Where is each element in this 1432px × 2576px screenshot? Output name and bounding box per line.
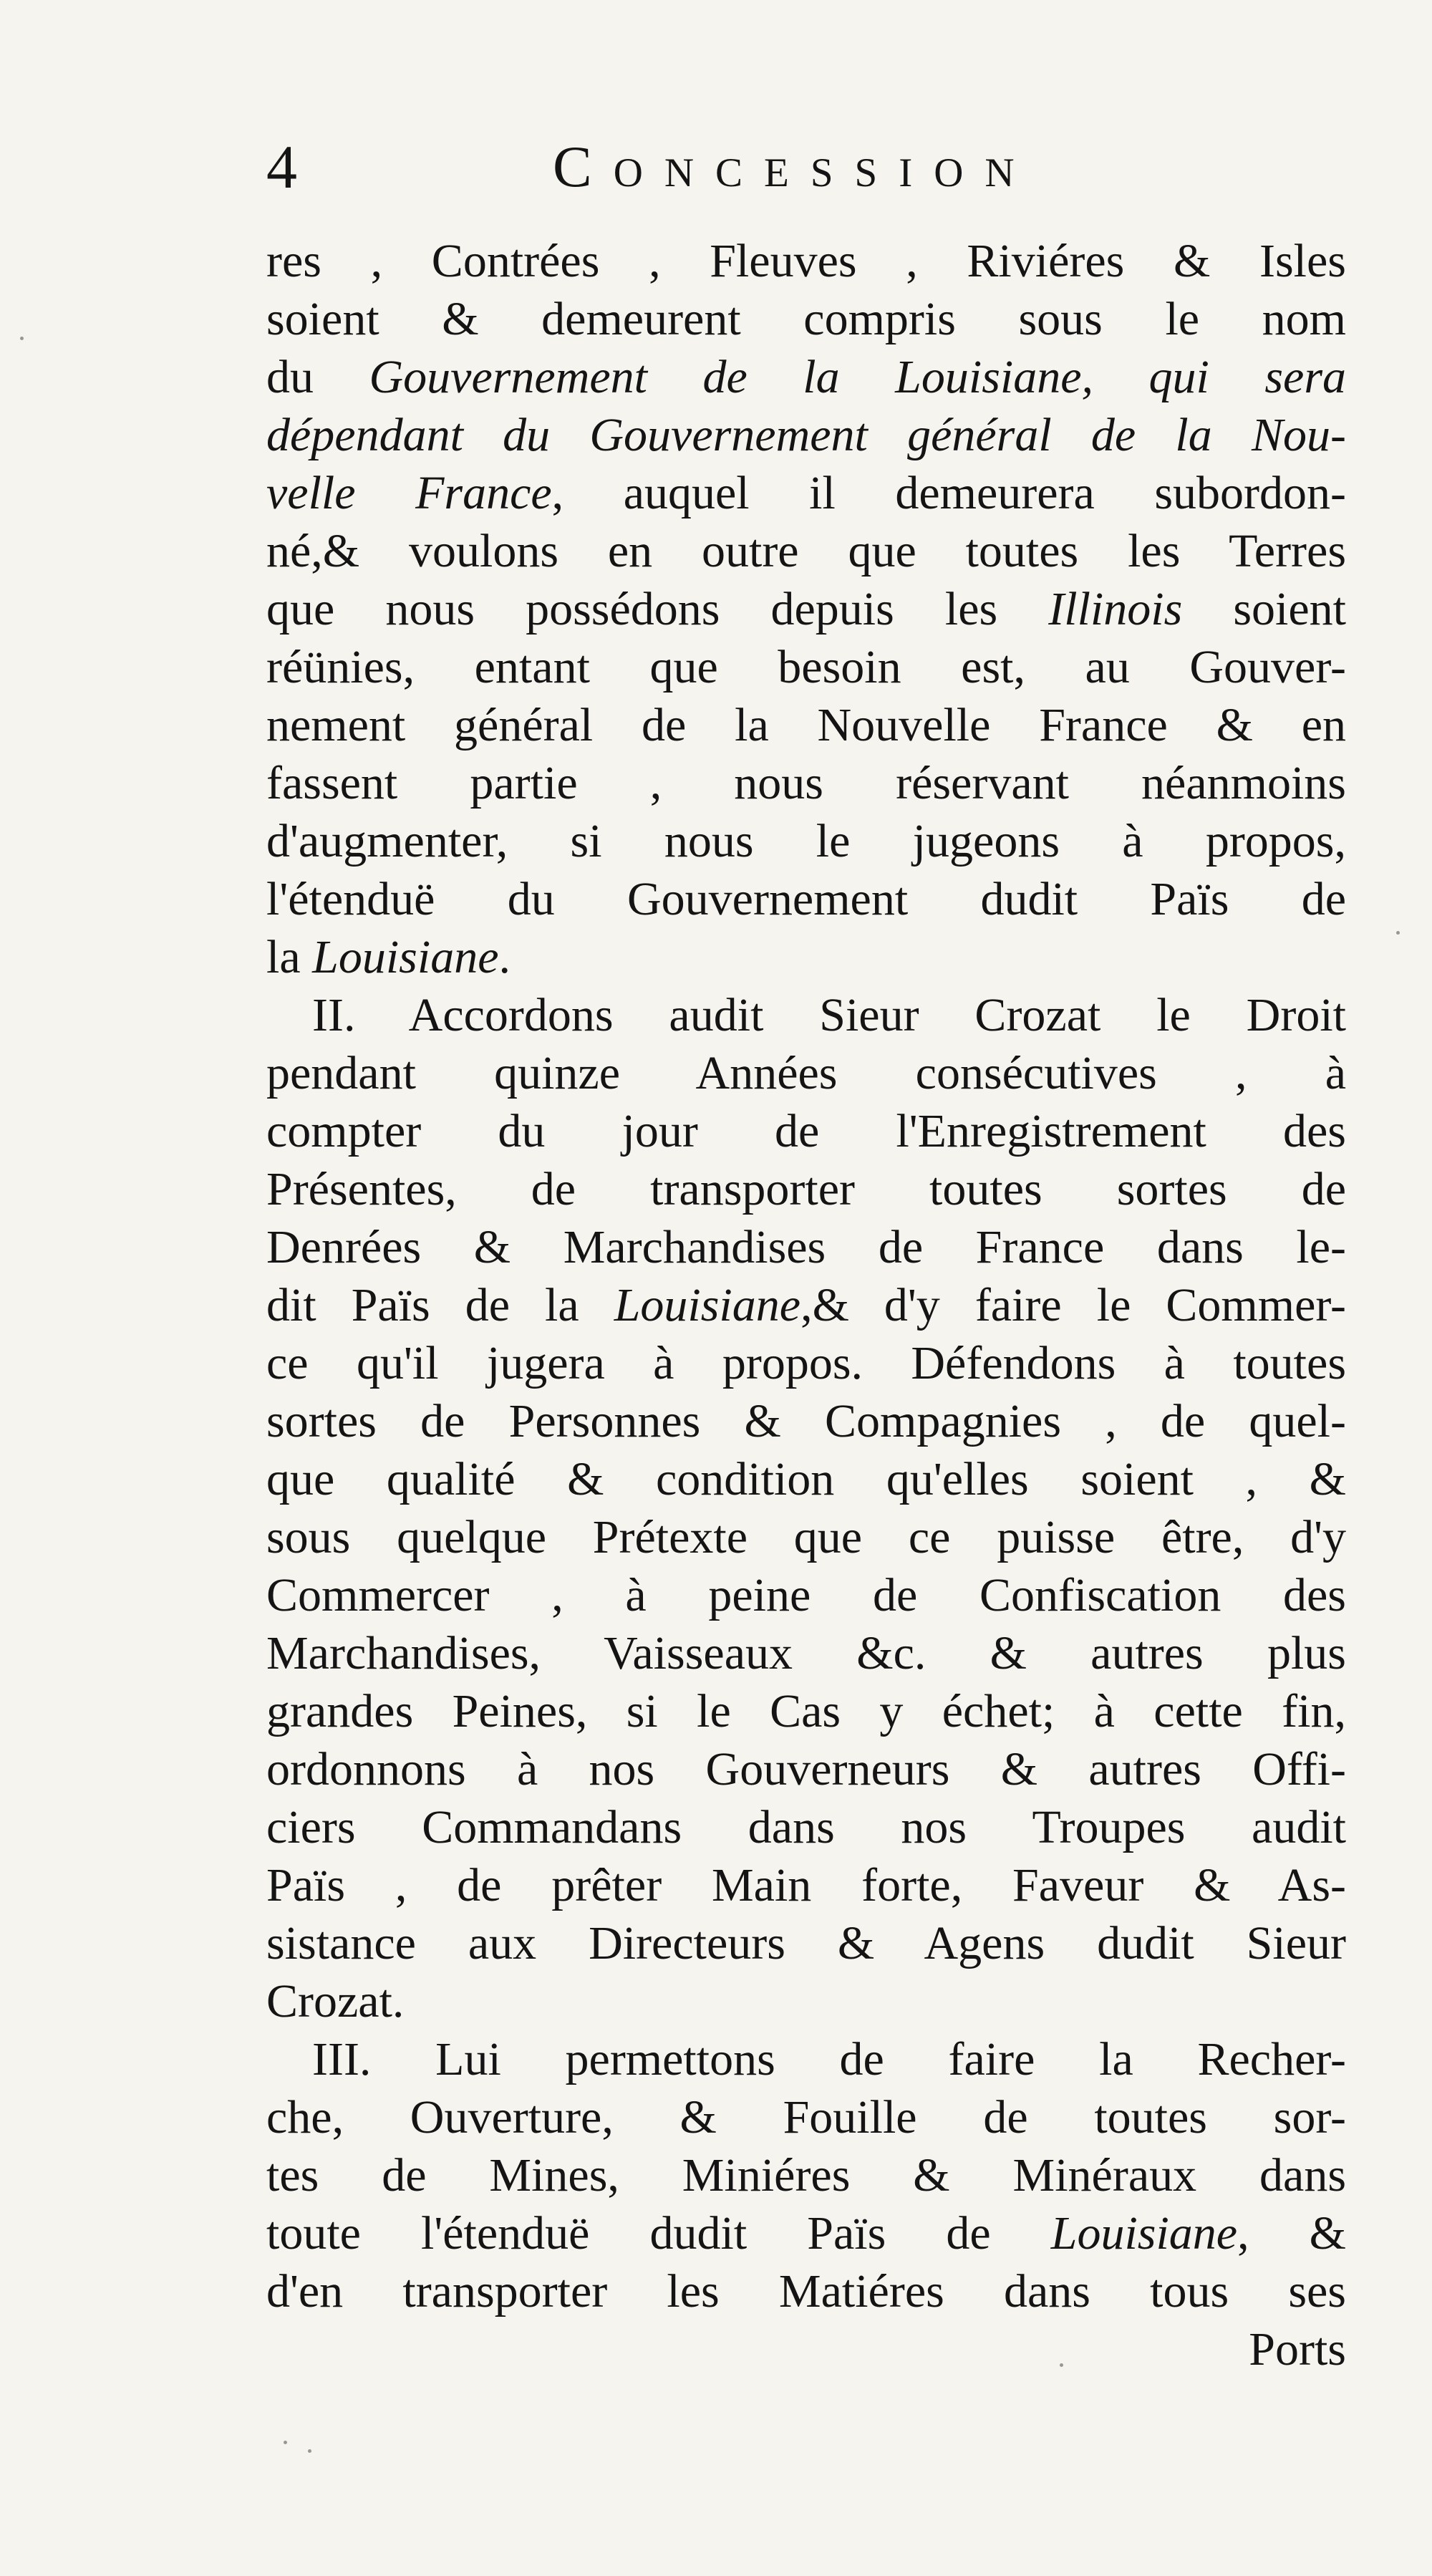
text-line: dit Païs de la Louisiane,& d'y faire le Commer- — [266, 1279, 1346, 1331]
paper-speck — [1060, 2363, 1063, 2367]
text-line — [266, 406, 1346, 464]
body-text — [266, 199, 1346, 2378]
article-heading-line: III. Lui permettons de faire la Recher- — [312, 2033, 1346, 2085]
text-line: che, Ouverture, & Fouille de toutes sor- — [266, 2091, 1346, 2143]
text-line: nement général de la Nouvelle France & en — [266, 699, 1346, 751]
italic-text: dépendant du Gouvernement général de la Nou- — [266, 409, 1346, 461]
text-line: Païs , de prêter Main forte, Faveur & As- — [266, 1859, 1346, 1911]
text-line: Denrées & Marchandises de France dans le- — [266, 1221, 1346, 1273]
text-line: soient & demeurent compris sous le nom — [266, 293, 1346, 345]
paper-speck — [1396, 931, 1400, 935]
running-head: Concession — [553, 134, 1036, 199]
italic-text: Louisiane — [1050, 2207, 1238, 2259]
text-line: que nous possédons depuis les Illinois soient — [266, 583, 1346, 635]
text-line: ce qu'il jugera à propos. Défendons à toutes — [266, 1337, 1346, 1389]
text-line: réünies, entant que besoin est, au Gouver- — [266, 641, 1346, 693]
italic-text: velle France — [266, 467, 552, 519]
paper-speck — [308, 2449, 311, 2453]
text-line: velle France, auquel il demeurera subordon- — [266, 467, 1346, 519]
text-line: grandes Peines, si le Cas y échet; à cette fin, — [266, 1685, 1346, 1737]
italic-text: Louisiane — [614, 1279, 801, 1331]
text-line: ciers Commandans dans nos Troupes audit — [266, 1801, 1346, 1853]
text-line: toute l'étenduë dudit Païs de Louisiane, & — [266, 2207, 1346, 2259]
text-line: Présentes, de transporter toutes sortes de — [266, 1163, 1346, 1215]
text-line: fassent partie , nous réservant néanmoins — [266, 757, 1346, 809]
paper-speck — [284, 2441, 287, 2444]
italic-text: Illinois — [1048, 583, 1183, 635]
italic-text: Louisiane — [312, 931, 499, 983]
text-line: Crozat. — [266, 1975, 405, 2027]
text-line: d'en transporter les Matiéres dans tous ses — [266, 2265, 1346, 2317]
text-line: tes de Mines, Miniéres & Minéraux dans — [266, 2149, 1346, 2201]
text-line: pendant quinze Années consécutives , à — [266, 1047, 1346, 1099]
text-line: ordonnons à nos Gouverneurs & autres Offi- — [266, 1743, 1346, 1795]
text-line: Marchandises, Vaisseaux &c. & autres plus — [266, 1627, 1346, 1679]
text-line: sistance aux Directeurs & Agens dudit Sieur — [266, 1917, 1346, 1969]
page-number: 4 — [266, 132, 297, 201]
text-line: la Louisiane. — [266, 931, 511, 983]
paper-speck — [20, 337, 24, 340]
text-line: que qualité & condition qu'elles soient , & — [266, 1453, 1346, 1505]
catchword: Ports — [1249, 2323, 1346, 2375]
text-line: sortes de Personnes & Compagnies , de quel- — [266, 1395, 1346, 1447]
text-line: du Gouvernement de la Louisiane, qui sera — [266, 351, 1346, 403]
text-line: sous quelque Prétexte que ce puisse être, d'y — [266, 1511, 1346, 1563]
text-line: l'étenduë du Gouvernement dudit Païs de — [266, 873, 1346, 925]
text-line: d'augmenter, si nous le jugeons à propos, — [266, 815, 1346, 867]
article-heading-line: II. Accordons audit Sieur Crozat le Droit — [312, 989, 1346, 1041]
italic-text: Gouvernement de la Louisiane, qui sera — [369, 351, 1346, 403]
text-line: compter du jour de l'Enregistrement des — [266, 1105, 1346, 1157]
text-line: Commercer , à peine de Confiscation des — [266, 1569, 1346, 1621]
text-line: né,& voulons en outre que toutes les Terres — [266, 525, 1346, 577]
text-line: res , Contrées , Fleuves , Riviéres & Isles — [266, 235, 1346, 287]
